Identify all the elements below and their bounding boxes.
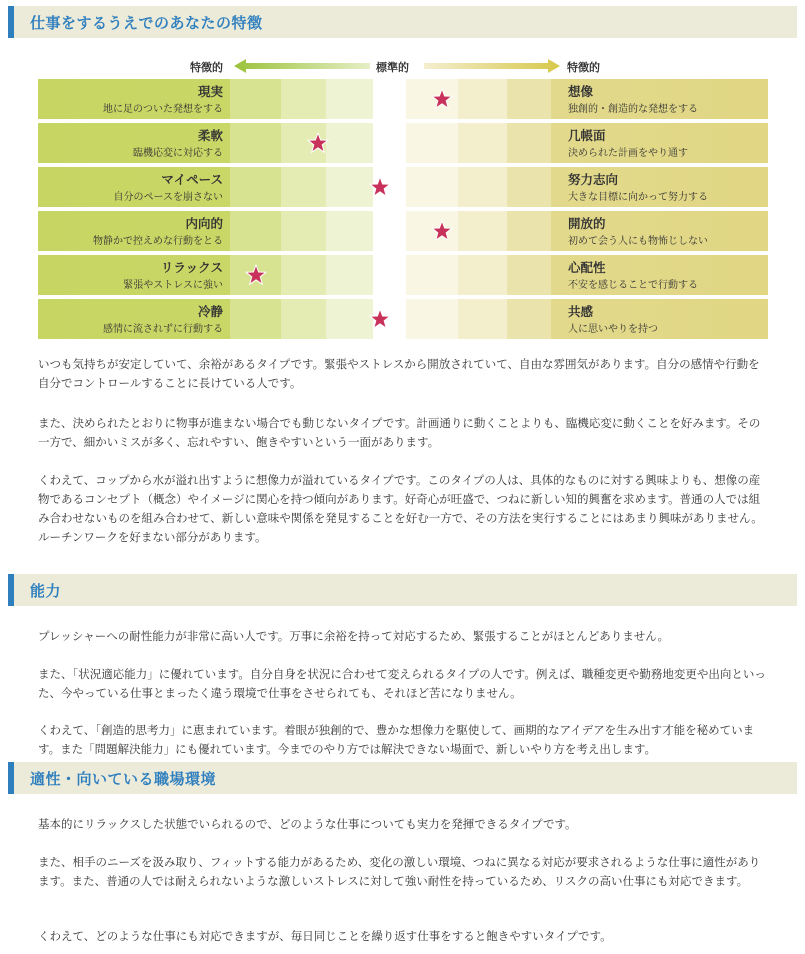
trait-left-name: 現実 — [197, 84, 223, 99]
trait-bar-left — [38, 299, 373, 339]
star-icon — [431, 88, 453, 110]
trait-left-desc: 臨機応変に対応する — [133, 148, 223, 159]
ability-paragraph-1: プレッシャーへの耐性能力が非常に高い人です。万事に余裕を持って対応するため、緊張することがほとんどありません。 — [38, 629, 669, 643]
trait-right-name: 共感 — [568, 304, 594, 319]
section-title-ability: 能力 — [30, 582, 62, 600]
section-header-traits — [8, 6, 797, 38]
trait-left-desc: 自分のペースを崩さない — [113, 192, 223, 203]
section-title-aptitude: 適性・向いている職場環境 — [30, 770, 217, 788]
trait-bar-right — [406, 123, 768, 163]
trait-right-name: 開放的 — [568, 216, 606, 231]
trait-bar-left — [38, 167, 373, 207]
section-title-traits: 仕事をするうえでのあなたの特徴 — [30, 14, 263, 32]
trait-right-desc: 独創的・創造的な発想をする — [568, 104, 698, 115]
trait-left-name: リラックス — [160, 260, 223, 275]
trait-bar-right — [406, 167, 768, 207]
trait-bar-left — [38, 211, 373, 251]
trait-left-desc: 物静かで控えめな行動をとる — [93, 236, 223, 247]
traits-paragraph-2: また、決められたとおりに物事が進まない場合でも動じないタイプです。計画通りに動くことよりも、臨機応変に動くことを好みます。その一方で、細かいミスが多く、忘れやすい、飽きやすいという一面があります。 — [38, 416, 761, 449]
ability-paragraph-2: また、「状況適応能力」に優れています。自分自身を状況に合わせて変えられるタイプの人です。例えば、職種変更や勤務地変更や出向といった、今やっている仕事とまったく違う環境で仕事をさせられても、それほど苦になりません。 — [38, 667, 766, 700]
scale-label-center: 標準的 — [376, 61, 409, 74]
aptitude-paragraph-3: くわえて、どのような仕事にも対応できますが、毎日同じことを繰り返す仕事をすると飽きやすいタイプです。 — [38, 929, 612, 943]
section-header-aptitude — [8, 762, 797, 794]
trait-right-name: 心配性 — [568, 260, 606, 275]
trait-right-name: 想像 — [568, 84, 594, 99]
star-icon — [307, 132, 329, 154]
aptitude-paragraph-2: また、相手のニーズを汲み取り、フィットする能力があるため、変化の激しい環境、つねに異なる対応が要求されるような仕事に適性があります。また、普通の人では耐えられないような激しいストレスに対して強い耐性を持っているため、リスクの高い仕事にも対応できます。 — [38, 855, 761, 888]
trait-right-desc: 人に思いやりを持つ — [568, 324, 658, 335]
double-arrow-left-icon — [234, 58, 370, 74]
trait-row — [0, 211, 805, 251]
trait-row — [0, 167, 805, 207]
section-header-ability — [8, 574, 797, 606]
trait-right-name: 努力志向 — [568, 172, 619, 187]
trait-left-name: 柔軟 — [197, 128, 223, 143]
trait-row — [0, 255, 805, 295]
scale-label-right: 特徴的 — [567, 61, 600, 74]
trait-row — [0, 79, 805, 119]
star-icon — [431, 220, 453, 242]
trait-left-name: 冷静 — [197, 304, 223, 319]
trait-bar-right — [406, 255, 768, 295]
trait-right-desc: 決められた計画をやり通す — [568, 148, 688, 159]
scale-label-left: 特徴的 — [190, 61, 223, 74]
star-icon — [369, 308, 391, 330]
ability-paragraph-3: くわえて、「創造的思考力」に恵まれています。着眼が独創的で、豊かな想像力を駆使して、画期的なアイデアを生み出す才能を秘めています。また「問題解決能力」にも優れています。今までのやり方では解決できない場面で、新しいやり方を考え出します。 — [38, 723, 755, 756]
trait-row — [0, 299, 805, 339]
trait-left-desc: 緊張やストレスに強い — [123, 280, 223, 291]
trait-right-desc: 初めて会う人にも物怖じしない — [568, 236, 708, 247]
trait-left-desc: 感情に流されずに行動する — [103, 324, 223, 335]
trait-bar-left — [38, 79, 373, 119]
traits-paragraph-3: くわえて、コップから水が溢れ出すように想像力が溢れているタイプです。このタイプの人は、具体的なものに対する興味よりも、想像の産物であるコンセプト（概念）やイメージに関心を持つ傾向があります。好奇心が旺盛で、つねに新しい知的興奮を求めます。普通の人では組み合わせないものを組み合わせて、新しい意味や関係を発見することを好む一方で、その方法を実行することにはあまり興味がありません。ルーチンワークを好まない部分があります。 — [38, 473, 763, 544]
trait-left-name: 内向的 — [185, 216, 223, 231]
aptitude-paragraph-1: 基本的にリラックスした状態でいられるので、どのような仕事についても実力を発揮できるタイプです。 — [38, 817, 577, 831]
double-arrow-right-icon — [424, 58, 560, 74]
trait-bar-left — [38, 255, 373, 295]
trait-left-desc: 地に足のついた発想をする — [103, 104, 223, 115]
traits-paragraph-1: いつも気持ちが安定していて、余裕があるタイプです。緊張やストレスから開放されていて、自由な雰囲気があります。自分の感情や行動を自分でコントロールすることに長けている人です。 — [38, 357, 760, 390]
trait-right-desc: 不安を感じることで行動する — [568, 280, 698, 291]
trait-bar-right — [406, 211, 768, 251]
star-icon — [245, 264, 267, 286]
trait-right-name: 几帳面 — [568, 128, 606, 143]
trait-row — [0, 123, 805, 163]
trait-bar-right — [406, 79, 768, 119]
trait-right-desc: 大きな目標に向かって努力する — [568, 192, 708, 203]
trait-bar-right — [406, 299, 768, 339]
star-icon — [369, 176, 391, 198]
trait-left-name: マイペース — [161, 172, 223, 187]
